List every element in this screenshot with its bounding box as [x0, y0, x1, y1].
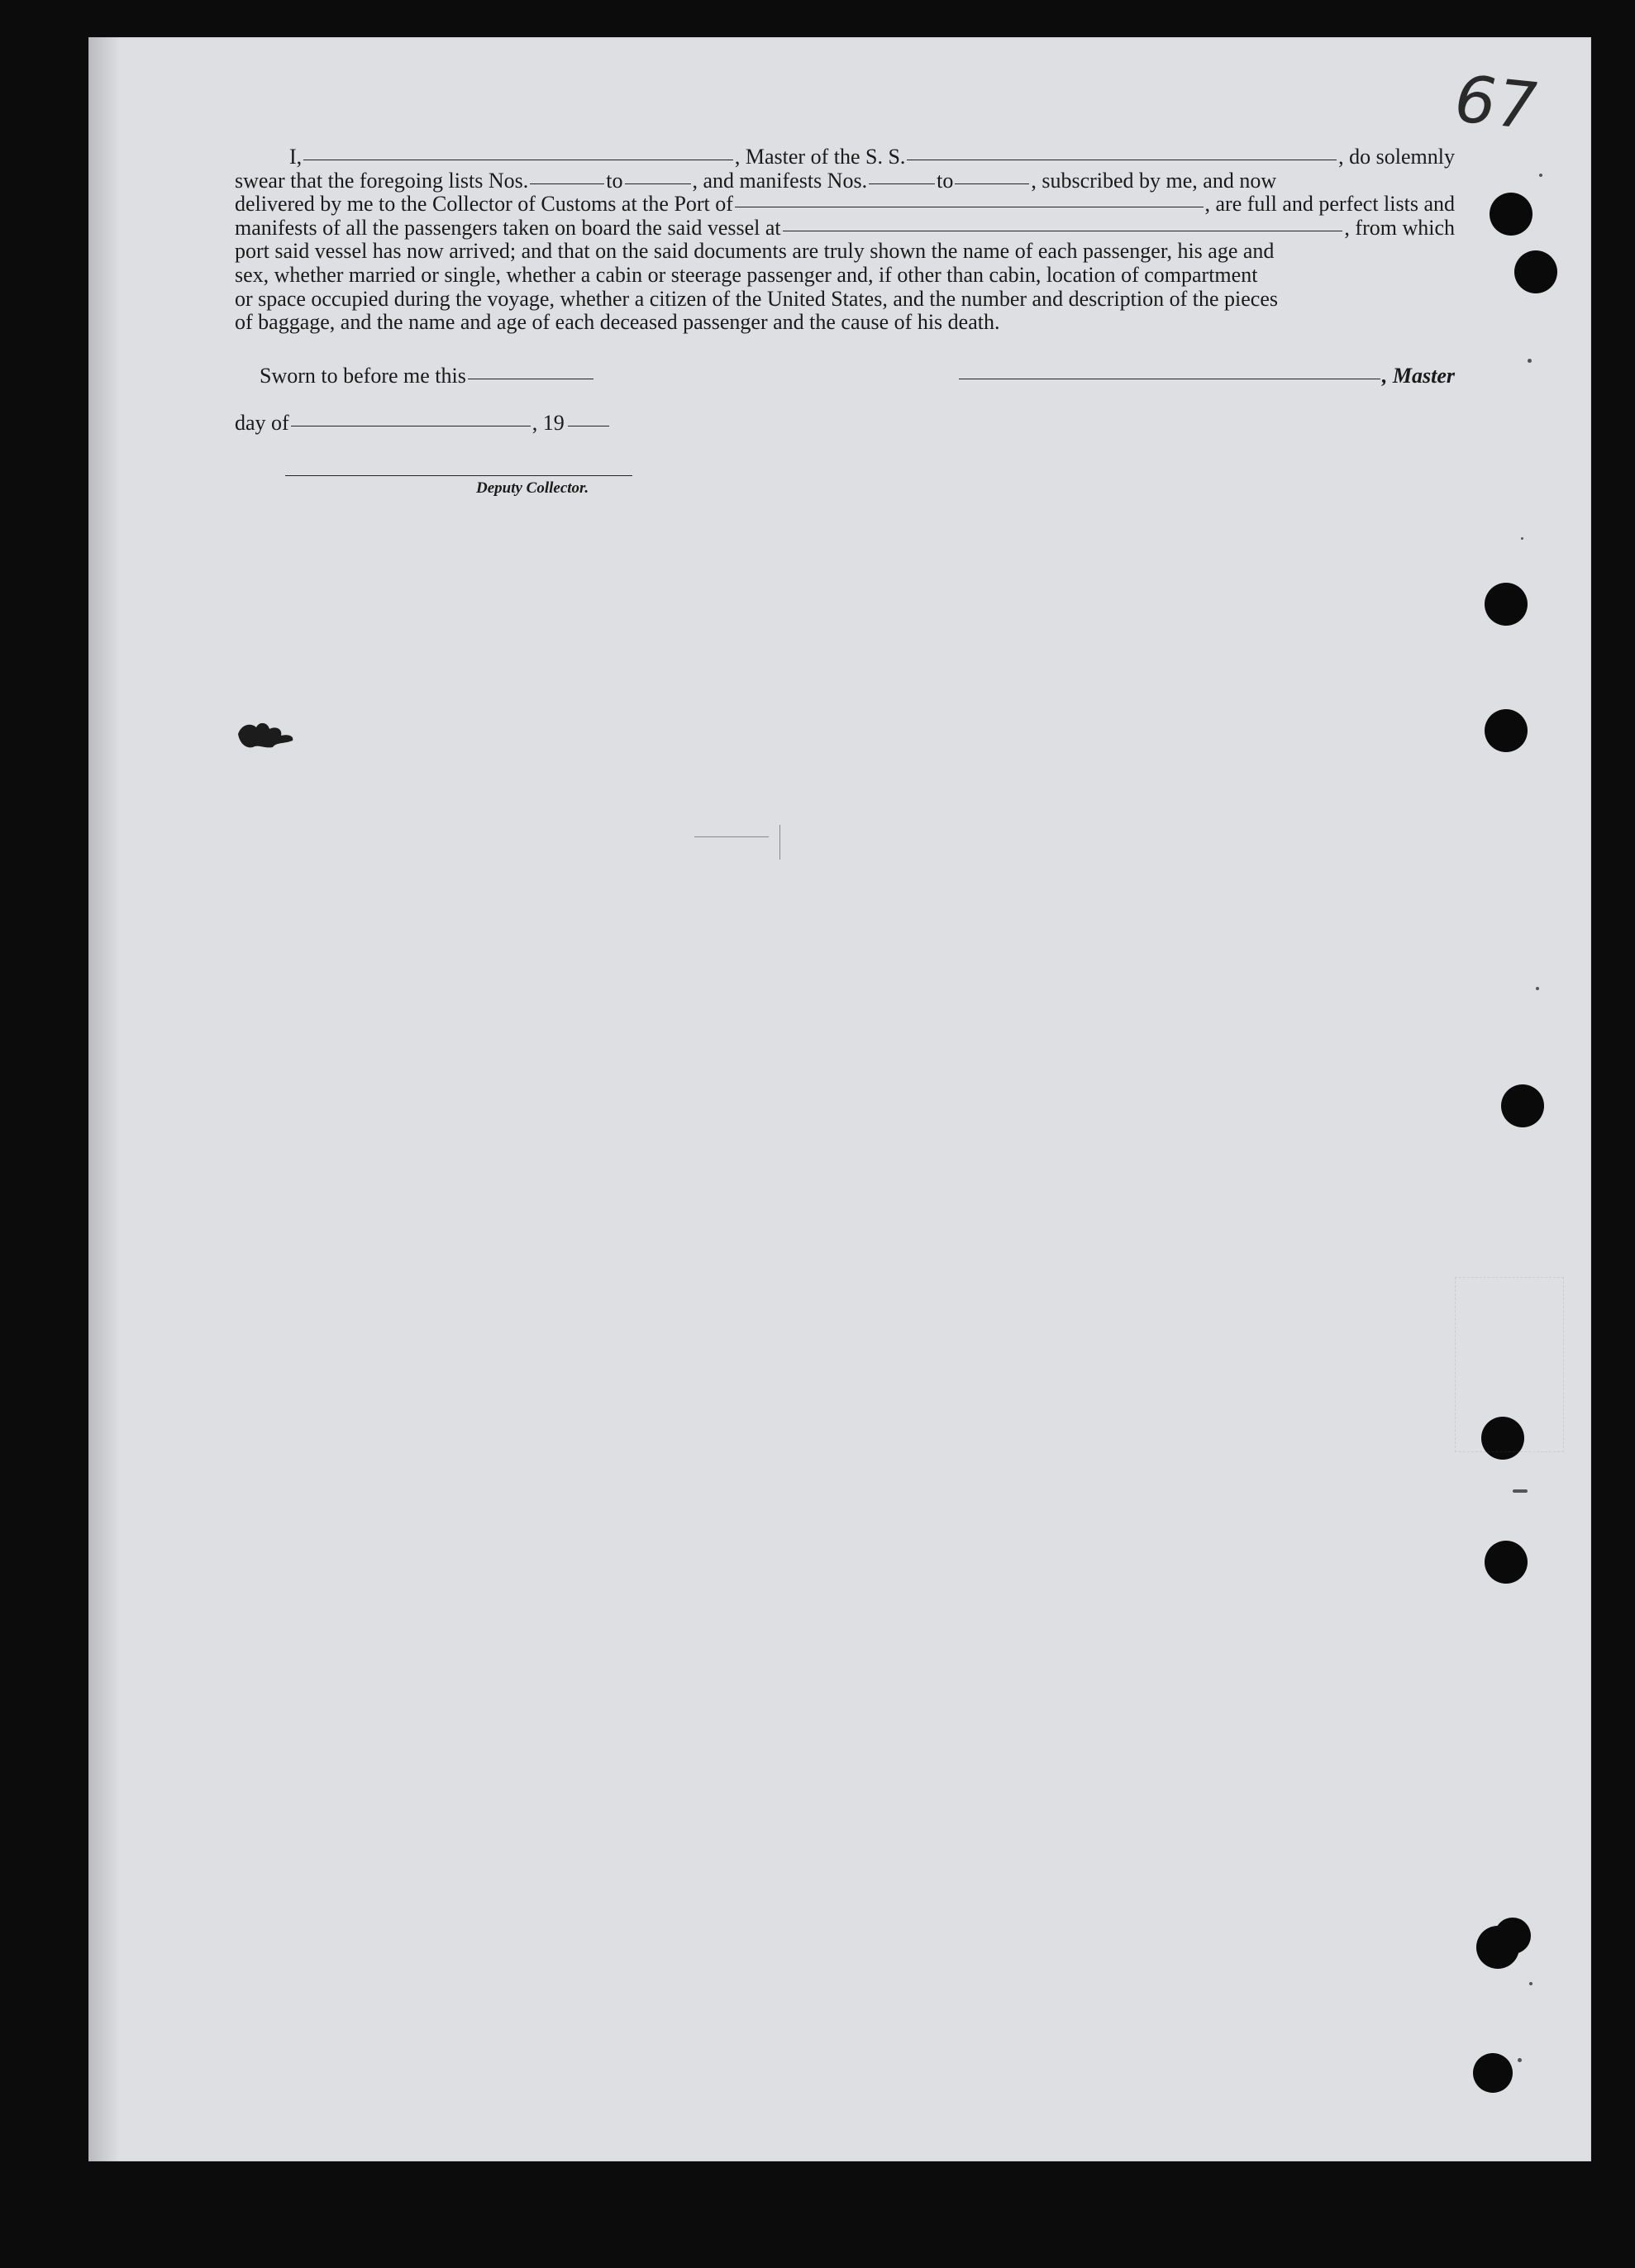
deputy-signature-line	[285, 475, 632, 476]
name-blank	[303, 159, 733, 160]
vessel-name-blank	[907, 159, 1337, 160]
page-edge-shadow	[88, 37, 120, 2161]
sworn-statement: Sworn to before me this	[260, 364, 593, 388]
document-page	[88, 37, 1591, 2161]
punch-hole	[1490, 193, 1533, 236]
punch-hole	[1501, 1084, 1544, 1127]
punch-hole	[1485, 1541, 1528, 1584]
oath-line-7: or space occupied during the voyage, whether a citizen of the United States, and the number and description of the pieces	[235, 286, 1279, 311]
oath-paragraph	[235, 145, 1455, 335]
punch-hole	[1485, 583, 1528, 626]
punch-hole	[1494, 1918, 1531, 1954]
manifests-to-blank	[955, 183, 1029, 184]
day-row: day of , 19	[235, 411, 609, 436]
speck	[1513, 1489, 1528, 1493]
lists-from-blank	[530, 183, 604, 184]
oath-line-6: sex, whether married or single, whether a cabin or steerage passenger and, if other than cabin, location of compartment	[235, 262, 1258, 287]
punch-hole	[1485, 709, 1528, 752]
oath-line-5: port said vessel has now arrived; and that on the said documents are truly shown the name of each passenger, his age and	[235, 239, 1275, 264]
manifests-from-blank	[869, 183, 935, 184]
lists-to-blank	[625, 183, 691, 184]
ink-blot	[235, 717, 301, 750]
oath-line-1: I, , Master of the S. S. , do solemnly	[289, 145, 1455, 169]
handwritten-page-number: 67	[1446, 62, 1546, 145]
port-blank	[735, 206, 1204, 207]
punch-hole	[1473, 2053, 1513, 2093]
master-signature: , Master	[959, 364, 1455, 388]
speck	[1518, 2058, 1522, 2062]
oath-line-3: delivered by me to the Collector of Customs at the Port of , are full and perfect lists and	[235, 192, 1455, 217]
oath-line-2: swear that the foregoing lists Nos. to , and manifests Nos. to , subscribed by me, and now	[235, 168, 1277, 193]
speck	[1529, 1982, 1533, 1985]
stray-mark	[779, 825, 780, 860]
speck	[1521, 537, 1523, 540]
faint-stamp	[1455, 1277, 1564, 1452]
embark-port-blank	[783, 230, 1343, 231]
punch-hole	[1514, 250, 1557, 293]
oath-line-4: manifests of all the passengers taken on board the said vessel at , from which	[235, 215, 1455, 240]
oath-line-8: of baggage, and the name and age of each deceased passenger and the cause of his death.	[235, 310, 1000, 335]
speck	[1536, 987, 1539, 990]
stray-mark	[694, 836, 769, 837]
deputy-collector-label: Deputy Collector.	[476, 479, 589, 497]
speck	[1528, 359, 1532, 363]
speck	[1539, 174, 1542, 177]
